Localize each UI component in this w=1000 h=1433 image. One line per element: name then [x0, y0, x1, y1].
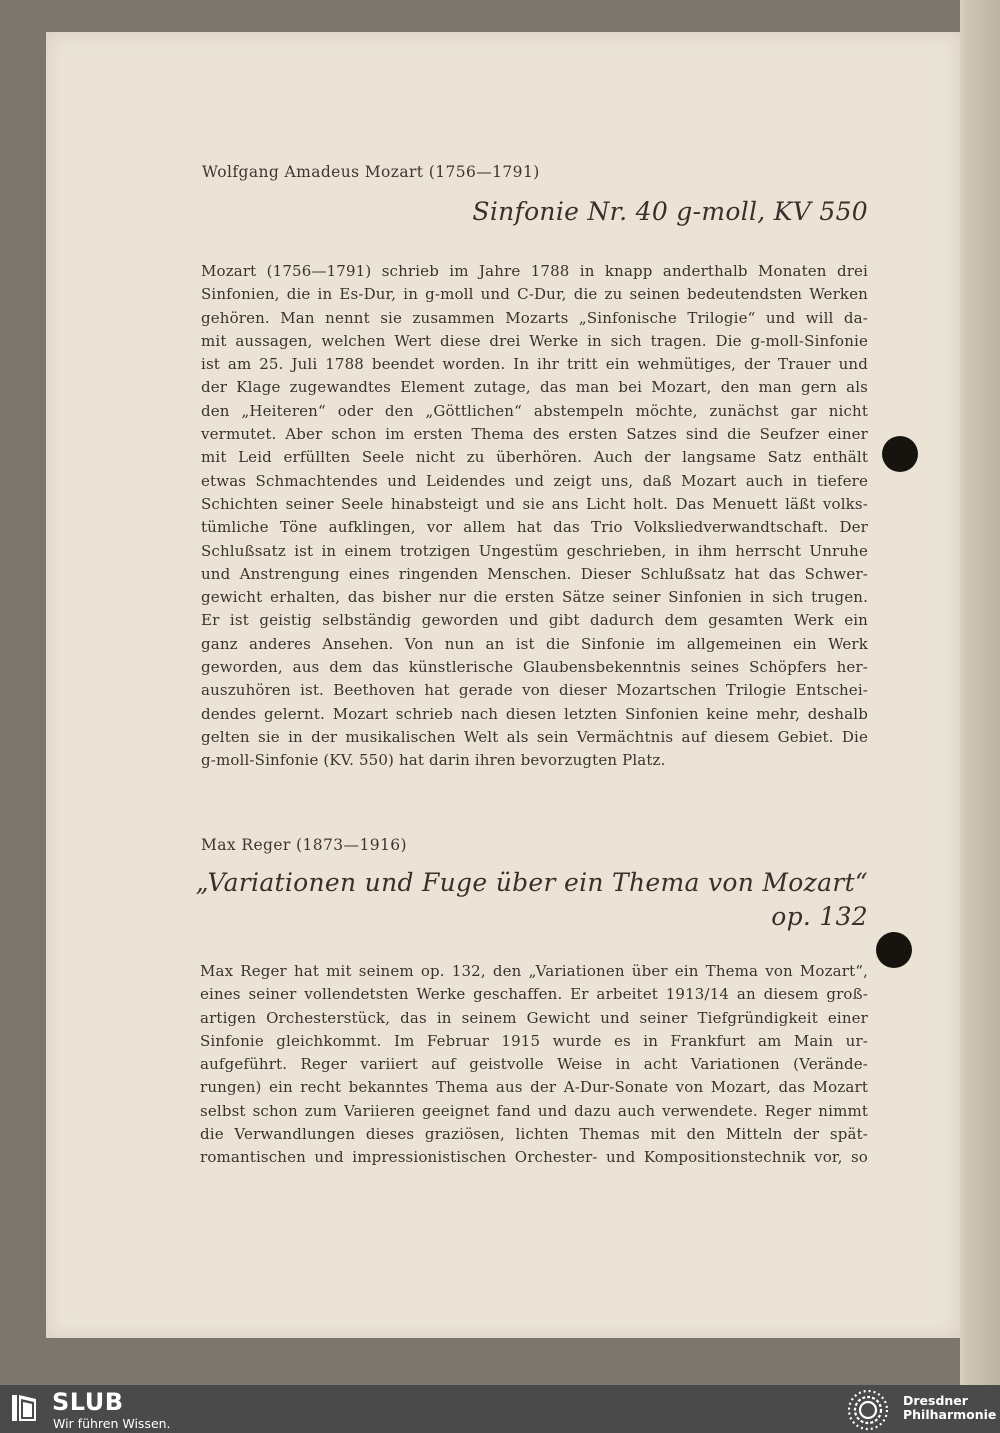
text-line: gewicht erhalten, das bisher nur die ersten Sätze seiner Sinfonien in sich trugen. — [201, 588, 868, 607]
punch-hole-icon — [882, 436, 918, 472]
work-title: Sinfonie Nr. 40 g-moll, KV 550 — [472, 197, 868, 226]
text-line: ganz anderes Ansehen. Von nun an ist die Sinfonie im allgemeinen ein Werk — [201, 634, 868, 653]
text-line: geworden, aus dem das künstlerische Glaubensbekenntnis seines Schöpfers her- — [201, 658, 868, 677]
text-line: dendes gelernt. Mozart schrieb nach diesen letzten Sinfonien keine mehr, deshalb — [201, 704, 868, 723]
slub-tagline: Wir führen Wissen. — [53, 1416, 171, 1431]
description-paragraph — [201, 260, 868, 773]
text-line: Schichten seiner Seele hinabsteigt und sie ans Licht holt. Das Menuett läßt volks- — [201, 494, 868, 513]
slub-logo-icon — [12, 1393, 38, 1423]
text-line: vermutet. Aber schon im ersten Thema des ersten Satzes sind die Seufzer einer — [201, 425, 868, 444]
text-line: eines seiner vollendetsten Werke geschaffen. Er arbeitet 1913/14 an diesem groß- — [200, 985, 868, 1004]
work-title: „Variationen und Fuge über ein Thema von Mozart“ — [195, 868, 868, 897]
text-line: selbst schon zum Variieren geeignet fand und dazu auch verwendete. Reger nimmt — [200, 1101, 868, 1120]
text-line: und Anstrengung eines ringenden Menschen. Dieser Schlußsatz hat das Schwer- — [201, 564, 868, 583]
text-line: mit aussagen, welchen Wert diese drei Werke in sich tragen. Die g-moll-Sinfonie — [201, 331, 868, 350]
text-line: mit Leid erfüllten Seele nicht zu überhören. Auch der langsame Satz enthält — [201, 448, 868, 467]
partner-name-line2: Philharmonie — [903, 1407, 997, 1422]
text-line: Schlußsatz ist in einem trotzigen Ungestüm geschrieben, in ihm herrscht Unruhe — [201, 541, 868, 560]
text-line: Sinfonie gleichkommt. Im Februar 1915 wurde es in Frankfurt am Main ur- — [200, 1031, 868, 1050]
text-line: aufgeführt. Reger variiert auf geistvolle Weise in acht Variationen (Verände- — [200, 1055, 868, 1074]
text-line: Er ist geistig selbständig geworden und gibt dadurch dem gesamten Werk ein — [201, 611, 868, 630]
composer-heading: Max Reger (1873—1916) — [201, 836, 407, 854]
text-line: romantischen und impressionistischen Orchester- und Kompositionstechnik vor, so — [200, 1148, 868, 1167]
text-line: Max Reger hat mit seinem op. 132, den „Variationen über ein Thema von Mozart“, — [200, 962, 868, 980]
text-line: Sinfonien, die in Es-Dur, in g-moll und C-Dur, die zu seinen bedeutendsten Werken — [201, 285, 868, 304]
text-line: gehören. Man nennt sie zusammen Mozarts „Sinfonische Trilogie“ und will da- — [201, 308, 868, 327]
composer-heading: Wolfgang Amadeus Mozart (1756—1791) — [202, 163, 540, 181]
text-line: tümliche Töne aufklingen, vor allem hat das Trio Volksliedverwandtschaft. Der — [201, 518, 868, 537]
text-line: rungen) ein recht bekanntes Thema aus der A-Dur-Sonate von Mozart, das Mozart — [200, 1078, 868, 1097]
slub-brand-name: SLUB — [52, 1388, 124, 1416]
dresdner-philharmonie-logo-icon — [842, 1387, 894, 1433]
text-line: etwas Schmachtendes und Leidendes und zeigt uns, daß Mozart auch in tiefere — [201, 471, 868, 490]
text-line: den „Heiteren“ oder den „Göttlichen“ abstempeln möchte, zunächst gar nicht — [201, 401, 868, 420]
footer-bar — [0, 1385, 1000, 1433]
text-line: der Klage zugewandtes Element zutage, das man bei Mozart, den man gern als — [201, 378, 868, 397]
partner-name — [903, 1394, 996, 1422]
text-line: Mozart (1756—1791) schrieb im Jahre 1788 in knapp anderthalb Monaten drei — [201, 262, 868, 280]
description-paragraph — [200, 960, 868, 1170]
punch-hole-icon — [876, 932, 912, 968]
paper-edge — [960, 0, 1000, 1385]
work-title-opus: op. 132 — [771, 902, 868, 931]
text-line: ist am 25. Juli 1788 beendet worden. In ihr tritt ein wehmütiges, der Trauer und — [201, 355, 868, 374]
text-line: gelten sie in der musikalischen Welt als sein Vermächtnis auf diesem Gebiet. Die — [201, 727, 868, 746]
text-line: artigen Orchesterstück, das in seinem Gewicht und seiner Tiefgründigkeit einer — [200, 1008, 868, 1027]
text-line: auszuhören ist. Beethoven hat gerade von dieser Mozartschen Trilogie Entschei- — [201, 681, 868, 700]
partner-name-line1: Dresdner — [903, 1393, 968, 1408]
text-line: g-moll-Sinfonie (KV. 550) hat darin ihren bevorzugten Platz. — [201, 751, 666, 770]
text-line: die Verwandlungen dieses graziösen, lichten Themas mit den Mitteln der spät- — [200, 1125, 868, 1144]
